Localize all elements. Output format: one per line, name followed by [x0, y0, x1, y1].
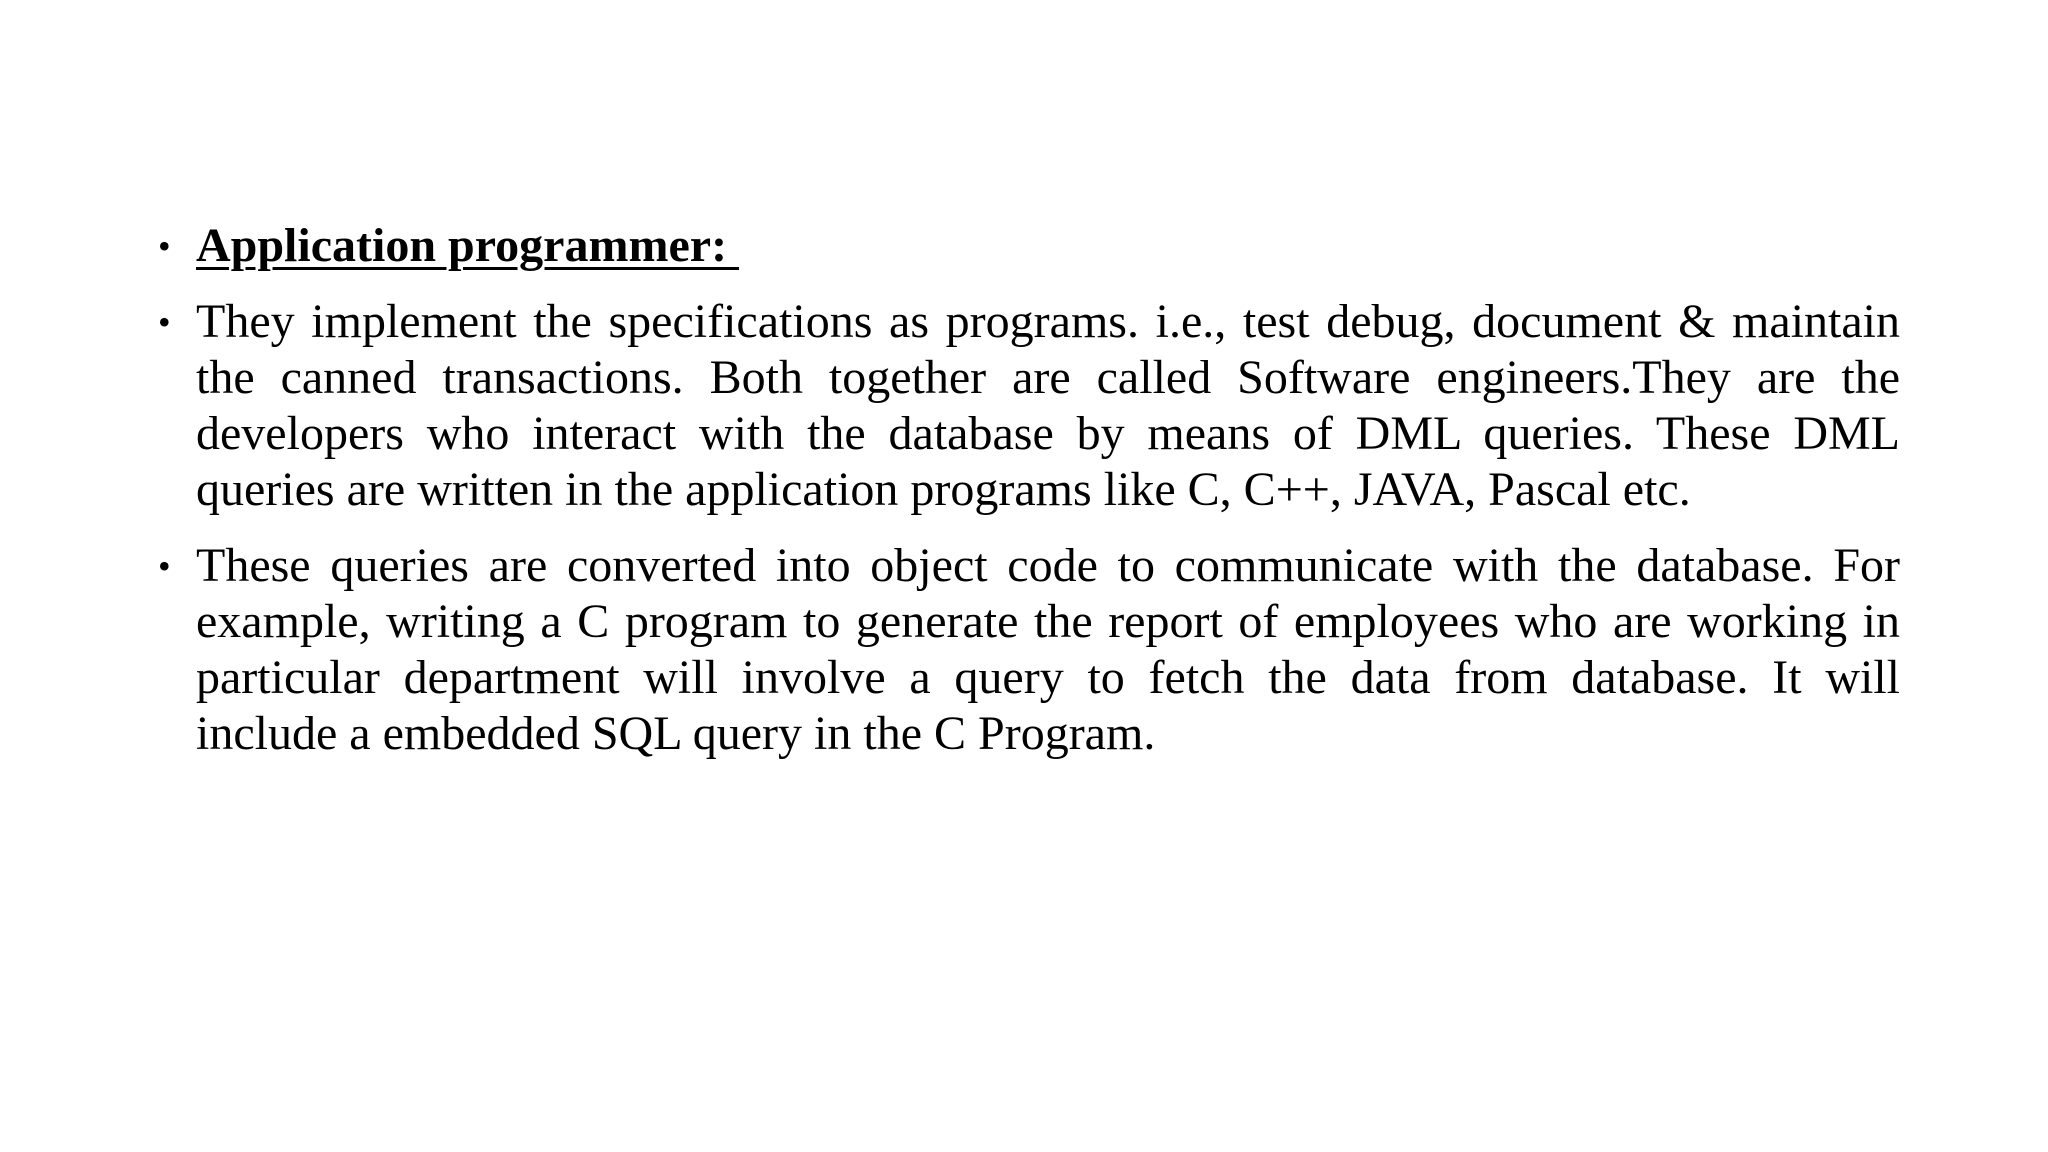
bullet-dot-icon: • [158, 226, 171, 266]
slide-content [150, 218, 1900, 782]
bullet-paragraph-1 [150, 294, 1900, 518]
bullet-dot-icon: • [158, 302, 171, 342]
bullet-paragraph-2 [150, 538, 1900, 762]
paragraph-text: They implement the specifications as programs. i.e., test debug, document & maintain the canned transactions. Both together are called Software engineers.They are the developers who interact with the database by means of DML queries. These DML queries are written in the application programs like C, C++, JAVA, Pascal etc. [196, 295, 1900, 516]
paragraph-text: These queries are converted into object code to communicate with the database. For example, writing a C program to generate the report of employees who are working in particular department will involve a query to fetch the data from database. It will include a embedded SQL query in the C Program. [196, 539, 1900, 760]
bullet-heading [150, 218, 1900, 274]
bullet-list [150, 218, 1900, 762]
section-heading: Application programmer: [196, 219, 740, 272]
bullet-dot-icon: • [158, 546, 171, 586]
